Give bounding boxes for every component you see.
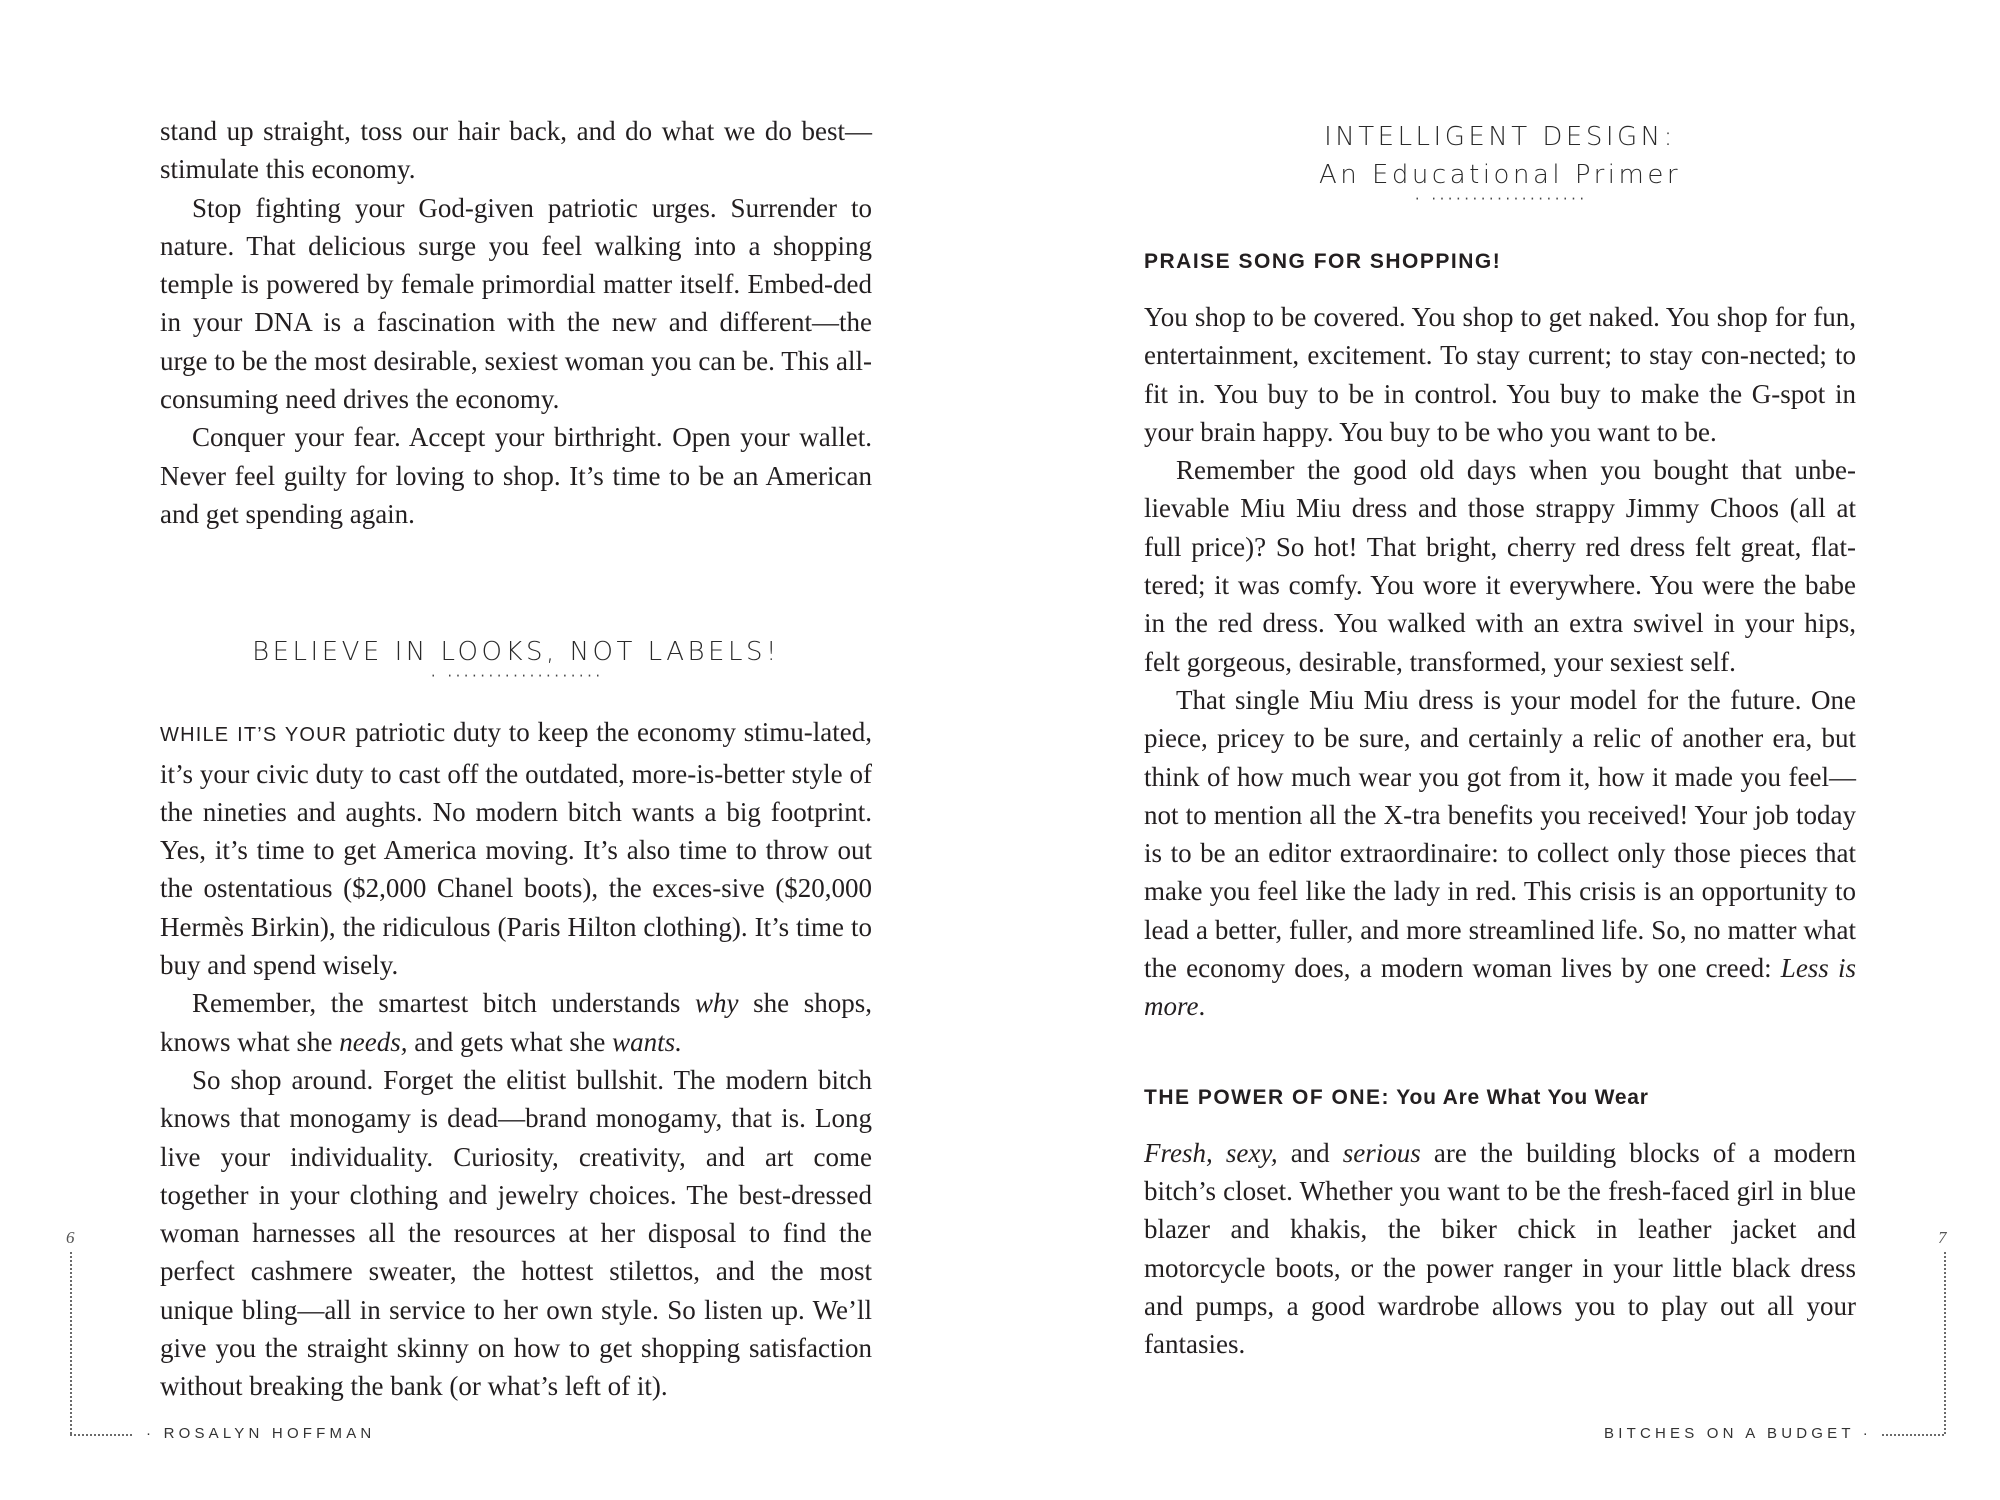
emphasis-needs: needs, [339, 1026, 408, 1057]
intro-paragraph-3: Conquer your fear. Accept your birthright. Open your wallet. Never feel guilty for loving to shop. It’s time to be an American and get spending again. [160, 422, 872, 529]
text-segment: That single Miu Miu dress is your model for the future. One piece, pricey to be sure, and certainly a relic of another era, but think of how much wear you got from it, how it made you feel—not to mention all the X-tra benefits you received! Your job today is to be an editor extraordinaire: to collect only those pieces that make you feel like the lady in red. This crisis is an opportunity to lead a better, fuller, and more streamlined life. So, no matter what the economy does, a modern woman lives by one creed: [1144, 684, 1856, 984]
text-segment: Remember, the smartest bitch understands [192, 988, 696, 1019]
power-paragraph [1144, 1134, 1856, 1364]
running-head-title: BITCHES ON A BUDGET · [1604, 1425, 1872, 1442]
chapter-heading-line2: An Educational Primer [1318, 160, 1682, 190]
emphasis-fresh-sexy: Fresh, sexy, [1144, 1137, 1278, 1168]
right-margin-dots [1944, 1252, 1946, 1434]
emphasis-why: why [695, 988, 739, 1019]
chapter-heading-line1: INTELLIGENT DESIGN: [1324, 122, 1676, 152]
intro-paragraph-1: stand up straight, toss our hair back, and do what we do best—stimulate this economy. [160, 116, 872, 185]
page-number-left: 6 [66, 1228, 75, 1247]
text-segment: and [1277, 1137, 1343, 1168]
looks-paragraph-1-text: patriotic duty to keep the economy stimu-lated, it’s your civic duty to cast off the outdated, more-is-better style of the nineties and aughts. No modern bitch wants a big footprint. Yes, it’s time to get America moving. It’s also time to throw out the ostentatious ($2,000 Chanel boots), the exces-sive ($20,000 Hermès Birkin), the ridiculous (Paris Hilton clothing). It’s time to buy and spend wisely. [160, 717, 872, 981]
emphasis-less-is-more: Less is more [1144, 953, 1856, 1022]
right-text-column [1144, 112, 1856, 1363]
right-page [1000, 0, 2000, 1500]
subheading-tail: You Are What You Wear [1390, 1085, 1649, 1109]
looks-paragraph-1 [160, 713, 872, 984]
praise-paragraph-3 [1144, 681, 1856, 1026]
left-margin-dots [70, 1252, 72, 1434]
text-segment: are the building blocks of a modern bitch’s closet. Whether you want to be the fresh-faced girl in blue blazer and khakis, the biker chick in leather jacket and motorcycle boots, or the power ranger in your little black dress and pumps, a good wardrobe allows you to play out all your fantasies. [1144, 1137, 1856, 1360]
right-footer-dots [1882, 1434, 1944, 1436]
subheading-praise-song: PRAISE SONG FOR SHOPPING! [1144, 250, 1502, 273]
intro-paragraph-2: Stop fighting your God-given patriotic urges. Surrender to nature. That delicious surge you feel walking into a shopping temple is powered by female primordial matter itself. Embed-ded in your DNA is a fascination with the new and different—the urge to be the most desirable, sexiest woman you can be. This all-consuming need drives the economy. [160, 192, 872, 415]
looks-paragraph-3: So shop around. Forget the elitist bullshit. The modern bitch knows that monogamy is dead—brand monogamy, that is. Long live your individuality. Curiosity, creativity, and art come together in your clothing and jewelry choices. The best-dressed woman harnesses all the resources at her disposal to find the perfect cashmere sweater, the hottest stilettos, and the most unique bling—all in service to her own style. So listen up. We’ll give you the straight skinny on how to get shopping satisfaction without breaking the bank (or what’s left of it). [160, 1064, 872, 1402]
left-text-column [160, 112, 872, 1406]
text-segment: and gets what she [407, 1026, 613, 1057]
left-footer-dots [70, 1434, 132, 1436]
run-in-caps: WHILE IT’S YOUR [160, 724, 348, 747]
running-head-author: · ROSALYN HOFFMAN [146, 1425, 376, 1442]
subheading-power-of-one [1144, 1086, 1856, 1110]
section-title-looks-labels: BELIEVE IN LOOKS, NOT LABELS! [252, 637, 780, 668]
text-segment: she shops, knows what she [160, 988, 872, 1057]
praise-paragraph-2: Remember the good old days when you bought that unbe-lievable Miu Miu dress and those strappy Jimmy Choos (all at full price)? So hot! That bright, cherry red dress felt great, flat-tered; it was comfy. You wore it everywhere. You were the babe in the red dress. You walked with an extra swivel in your hips, felt gorgeous, desirable, transformed, your sexiest self. [1144, 455, 1856, 677]
looks-paragraph-2 [160, 984, 872, 1061]
subheading-caps: THE POWER OF ONE: [1144, 1085, 1390, 1109]
emphasis-serious: serious [1342, 1137, 1421, 1168]
emphasis-wants: wants. [612, 1026, 682, 1057]
heading-dot-ornament: · ··················· [1413, 192, 1587, 206]
text-segment: . [1198, 991, 1206, 1022]
title-dot-ornament: · ··················· [429, 669, 603, 684]
page-number-right: 7 [1938, 1228, 1947, 1247]
praise-paragraph-1: You shop to be covered. You shop to get naked. You shop for fun, entertainment, excitement. To stay current; to stay con-nected; to fit in. You buy to be in control. You buy to make the G-spot in your brain happy. You buy to be who you want to be. [1144, 302, 1856, 447]
